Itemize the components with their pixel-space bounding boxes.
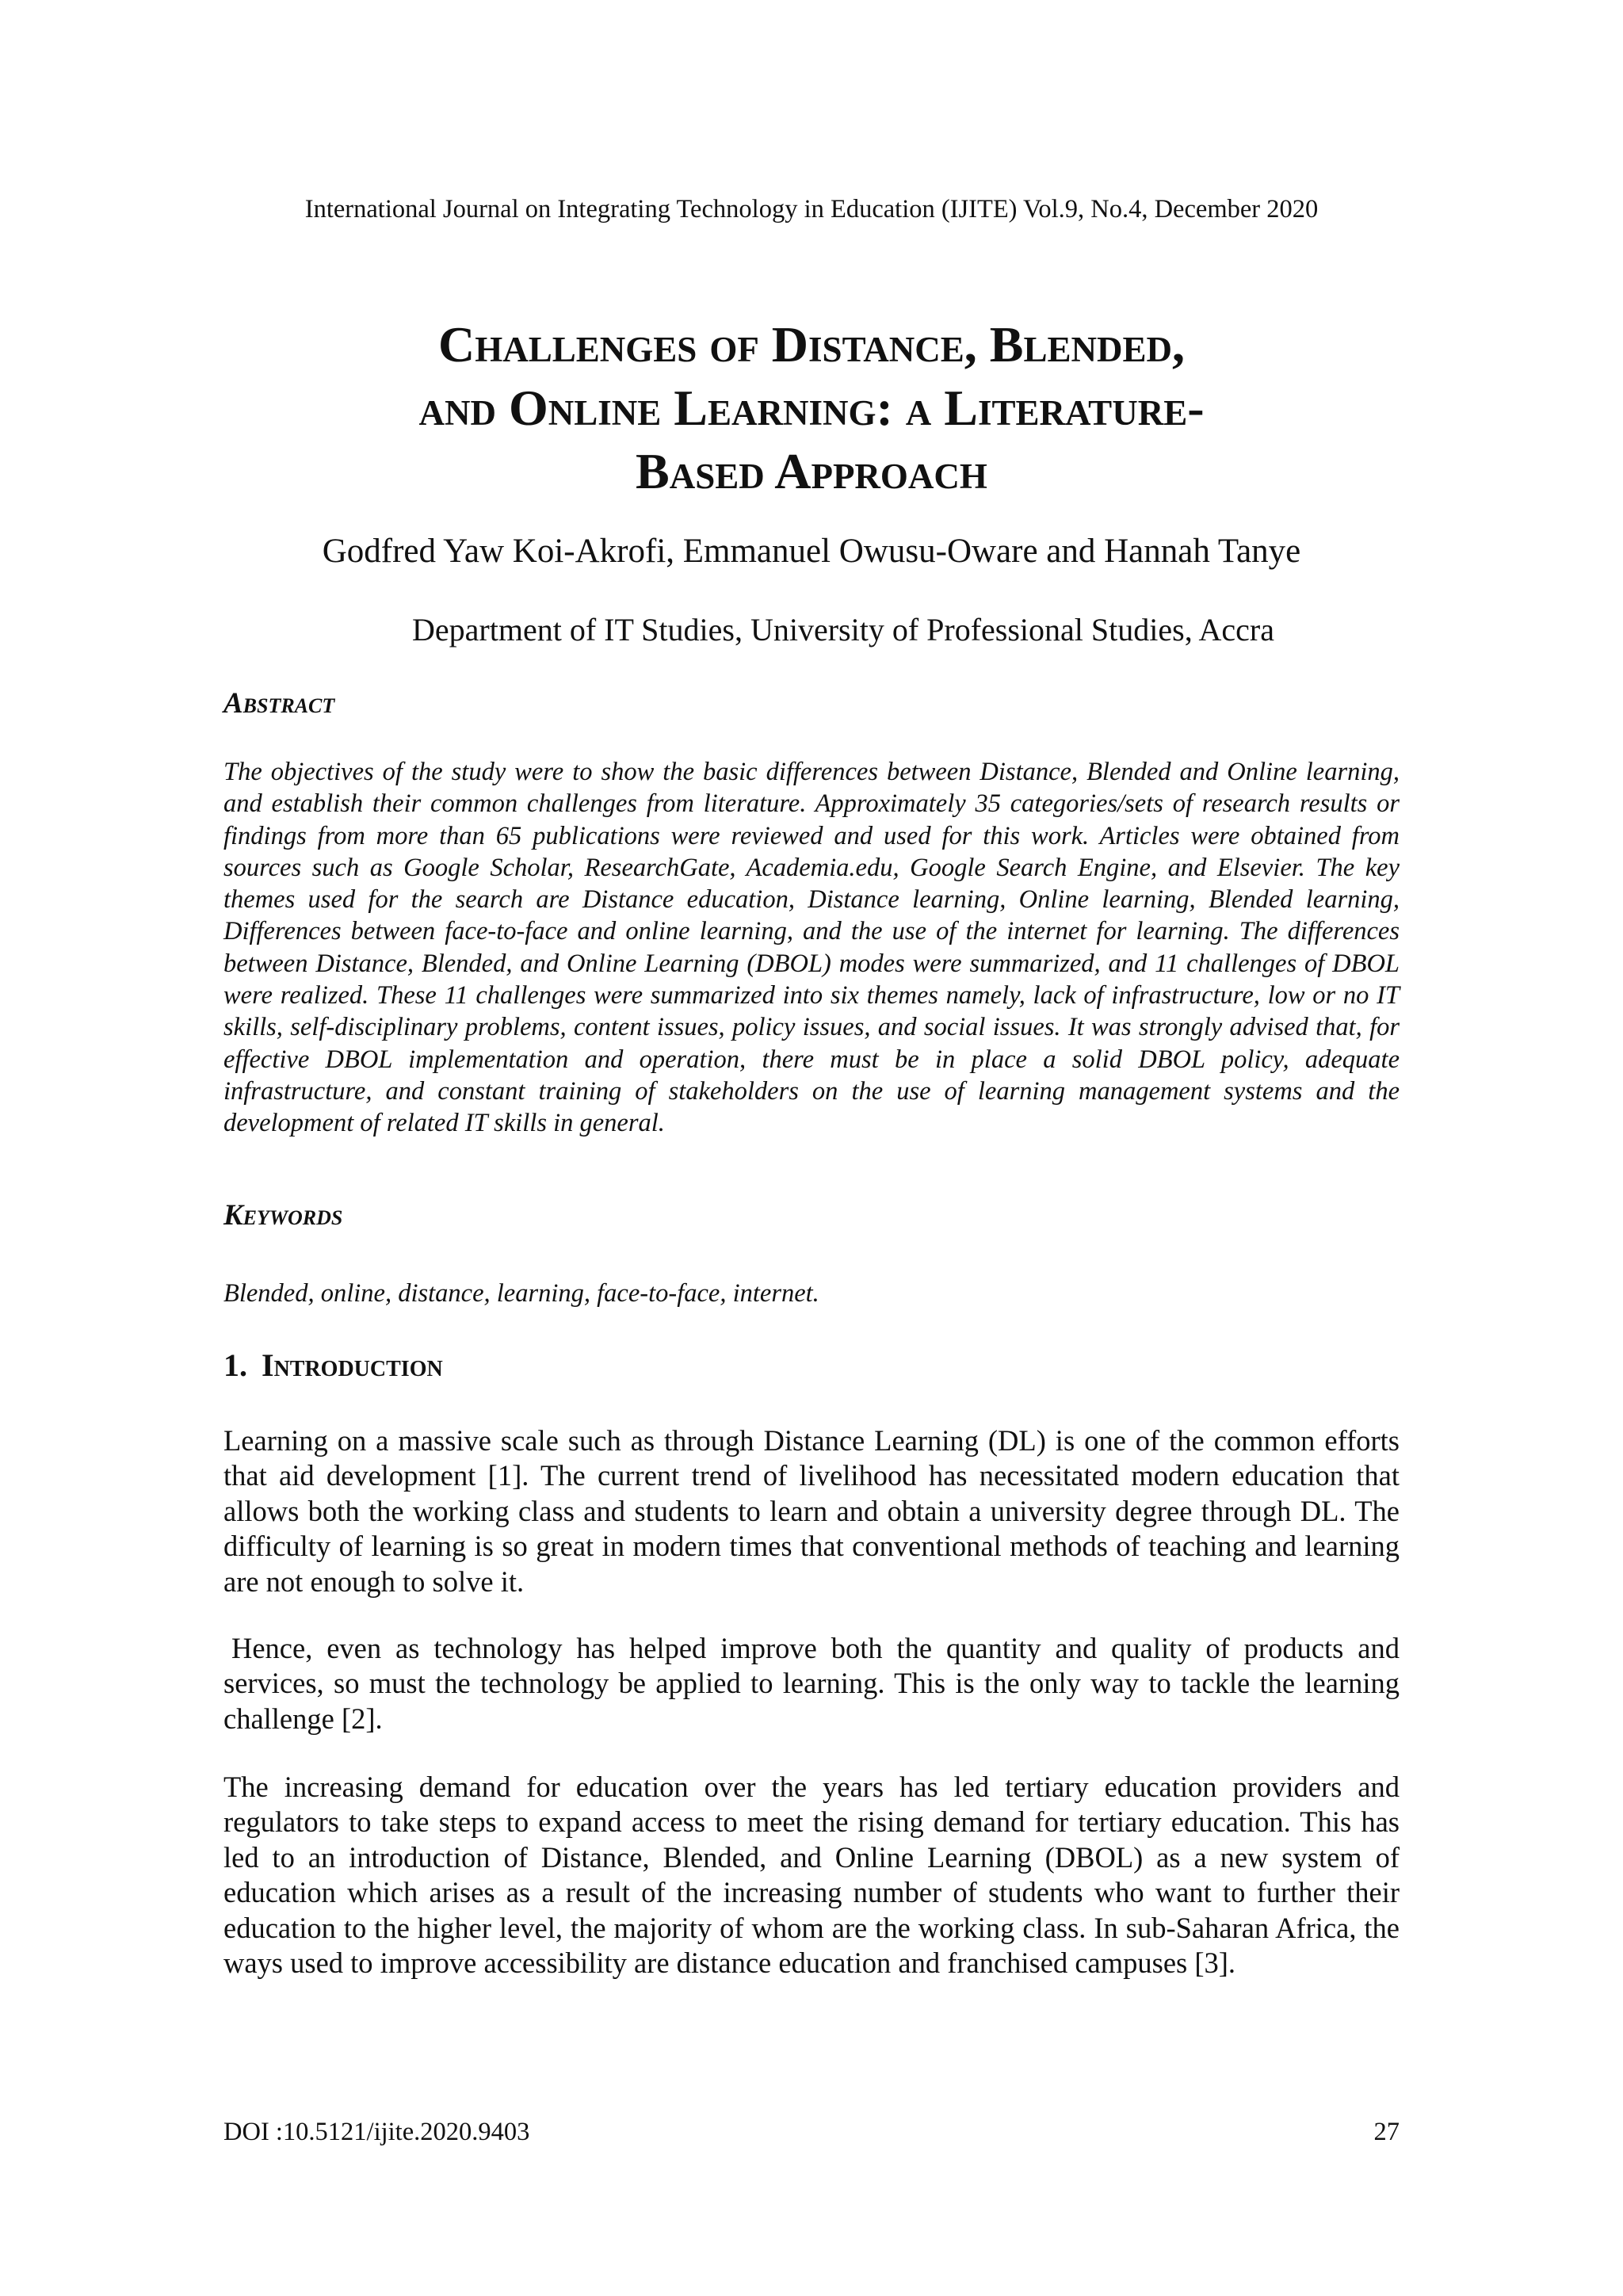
journal-header: International Journal on Integrating Technology in Education (IJITE) Vol.9, No.4, December 2020 bbox=[304, 195, 1319, 223]
page-number: 27 bbox=[1373, 2118, 1400, 2146]
author-list: Godfred Yaw Koi-Akrofi, Emmanuel Owusu-Oware and Hannah Tanye bbox=[322, 533, 1301, 570]
keywords-text: Blended, online, distance, learning, face-to-face, internet. bbox=[223, 1279, 819, 1308]
doi-footer: DOI :10.5121/ijite.2020.9403 bbox=[223, 2118, 530, 2146]
author-affiliation: Department of IT Studies, University of Professional Studies, Accra bbox=[412, 612, 1274, 648]
abstract-heading: Abstract bbox=[223, 687, 335, 720]
abstract-text: The objectives of the study were to show the basic differences between Distance, Blended and Online learning, and establish their common challenges from literature. Approximately 35 categories/sets of research results or findings from more than 65 publications were reviewed and used for this work. Articles were obtained from sources such as Google Scholar, ResearchGate, Academia.edu, Google Search Engine, and Elsevier. The key themes used for the search are Distance education, Distance learning, Online learning, Blended learning, Differences between face-to-face and online learning, and the use of the internet for learning. The differences between Distance, Blended, and Online Learning (DBOL) modes were summarized, and 11 challenges of DBOL were realized. These 11 challenges were summarized into six themes namely, lack of infrastructure, low or no IT skills, self-disciplinary problems, content issues, policy issues, and social issues. It was strongly advised that, for effective DBOL implementation and operation, there must be in place a solid DBOL policy, adequate infrastructure, and constant training of stakeholders on the use of learning management systems and the development of related IT skills in general. bbox=[223, 758, 1400, 1138]
keywords-heading: Keywords bbox=[223, 1199, 343, 1232]
introduction-heading bbox=[223, 1346, 443, 1385]
title-line: Based Approach bbox=[636, 443, 987, 499]
body-paragraph: The increasing demand for education over the years has led tertiary education providers and regulators to take steps to expand access to meet the rising demand for tertiary education. This has led to an introduction of Distance, Blended, and Online Learning (DBOL) as a new system of education which arises as a result of the increasing number of students who want to further their education to the higher level, the majority of whom are the working class. In sub-Saharan Africa, the ways used to improve accessibility are distance education and franchised campuses [3]. bbox=[223, 1771, 1400, 1980]
section-title: Introduction bbox=[262, 1347, 443, 1383]
section-number: 1. bbox=[223, 1347, 247, 1383]
title-line: and Online Learning: a Literature- bbox=[418, 380, 1205, 436]
title-line: Challenges of Distance, Blended, bbox=[438, 316, 1185, 372]
body-paragraph: Hence, even as technology has helped improve both the quantity and quality of products and services, so must the technology be applied to learning. This is the only way to tackle the learning challenge [2]. bbox=[223, 1632, 1400, 1735]
paper-title bbox=[238, 313, 1385, 503]
body-paragraph: Learning on a massive scale such as through Distance Learning (DL) is one of the common efforts that aid development [1]. The current trend of livelihood has necessitated modern education that allows both the working class and students to learn and obtain a university degree through DL. The difficulty of learning is so great in modern times that conventional methods of teaching and learning are not enough to solve it. bbox=[223, 1424, 1400, 1598]
